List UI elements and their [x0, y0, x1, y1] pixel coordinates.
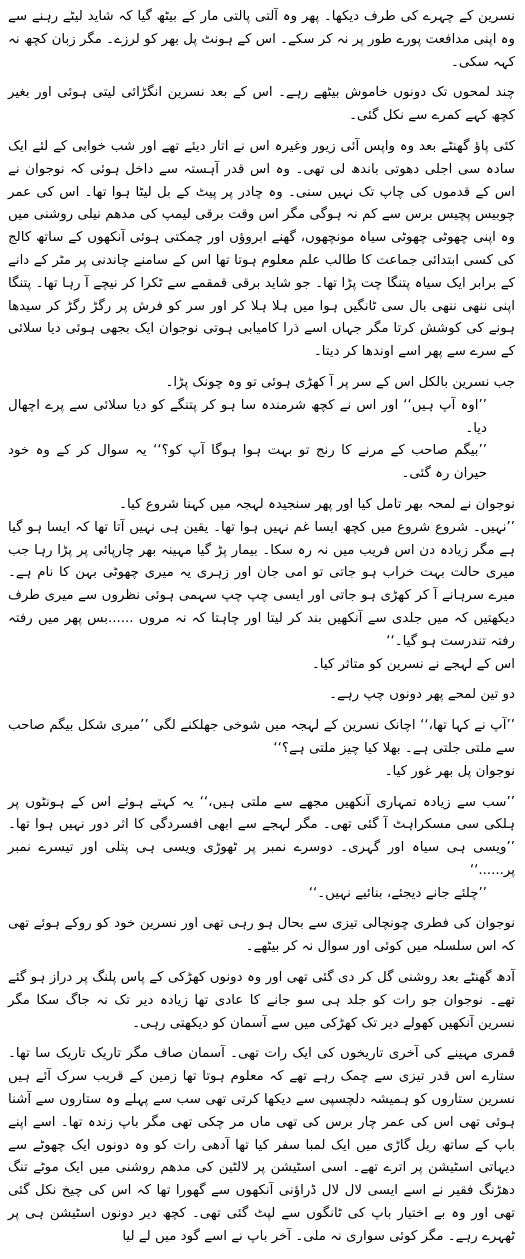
paragraph: اس کے لہجے نے نسرین کو متاثر کیا۔	[311, 656, 515, 672]
paragraph: دو تین لمحے پھر دونوں چپ رہے۔	[329, 687, 515, 703]
paragraph: ’’چلئے جانے دیجئے، بنائیے نہیں۔‘‘	[308, 885, 487, 901]
paragraph: نوجوان نے لمحہ بھر تامل کیا اور پھر سنجیدہ لہجہ میں کہنا شروع کیا۔	[119, 496, 515, 512]
paragraph: نسرین کے چہرے کی طرف دیکھا۔ پھر وہ آلتی پالتی مار کے بیٹھ گیا کہ شاید لیٹے رہنے سے وہ اپنی مدافعت پورے طور پر نہ کر سکے۔ اس کے ہونٹ پل بھر کو لرزے۔ مگر زبان کچھ نہ کہہ سکی۔	[8, 9, 515, 70]
paragraph: جب نسرین بالکل اس کے سر پر آ کھڑی ہوئی تو وہ چونک پڑا۔	[165, 374, 515, 390]
paragraph: چند لمحوں تک دونوں خاموش بیٹھے رہے۔ اس کے بعد نسرین انگڑائی لیتی ہوئی اور بغیر کچھ کہے کمرے سے نکل گئی۔	[8, 85, 515, 124]
paragraph: ’’آپ نے کہا تھا،‘‘ اچانک نسرین کے لہجہ میں شوخی جھلکنے لگی ’’میری شکل بیگم صاحب سے ملتی جلتی ہے۔ بھلا کیا چیز ملتی ہے؟‘‘	[8, 718, 515, 756]
paragraph: کئی پاؤ گھنٹے بعد وہ واپس آئی زیور وغیرہ اس نے اتار دیئے تھے اور شب خوابی کے لئے ایک سادہ سی اجلی دھوتی باندھ لی تھی۔ وہ اس قدر آہستہ سے داخل ہوئی کہ نوجوان نے اس کے قدموں کی چاپ تک نہیں سنی۔ وہ چادر پر پیٹ کے بل لیٹا ہوا تھا۔ اس کی عمر چوبیس پچیس برس سے کم نہ ہوگی مگر اس وقت برقی لیمپ کی مدھم نیلی روشنی میں وہ اپنی چھوٹی چھوٹی سیاہ مونچھوں، گھنے ابروؤں اور چمکتی ہوئی آنکھوں کے ساتھ کالج کی کسی ابتدائی جماعت کا طالب علم معلوم ہوتا تھا اس کے سامنے چاندنی پر مٹر کے دانے کے برابر ایک سیاہ پتنگا چت پڑا تھا۔ جو شاید برقی قمقمے سے ٹکرا کر نیچے آ رہا تھا۔ پتنگا اپنی ننھی ننھی بال سی ٹانگیں ہوا میں ہلا ہلا کر اور سر کو فرش پر رگڑ رگڑ کر سیدھا ہونے کی کوشش کرتا مگر جہاں اسے ذرا کامیابی ہوتی نوجوان ایک بجھی ہوئی دیا سلائی کے سرے سے پھر اسے اوندھا کر دیتا۔	[8, 138, 515, 360]
paragraph: ’’سب سے زیادہ تمہاری آنکھیں مجھے سے ملتی ہیں،‘‘ یہ کہتے ہوئے اس کے ہونٹوں پر ہلکی سی مسکراہٹ آ گئی تھی۔ مگر لہجے سے ابھی افسردگی کا اثر دور نہیں ہوا تھا۔ ’’ویسی ہی سیاہ اور گہری۔ دوسرے نمبر پر ٹھوڑی ویسی ہی پتلی اور تیسرے نمبر پر......‘‘	[8, 794, 515, 878]
paragraph: ’’نہیں۔ شروع شروع میں کچھ ایسا غم نہیں ہوا تھا۔ یقین ہی نہیں آتا تھا کہ ایسا ہو گیا ہے مگر زیادہ دن اس فریب میں نہ رہ سکا۔ بیمار پڑ گیا مہینہ بھر چارپائی پر پڑا رہا جب میری حالت بہت خراب ہو جاتی تو امی جان اور زہری یہ میری چھوٹی بہن کا نام ہے۔ میرے سرہانے آ کر کھڑی ہو جاتی اور ایسی چپ چپ سہمی ہوئی نظروں سے میری طرف دیکھتیں کہ میں جلدی سے آنکھیں بند کر لیتا اور چاہتا کہ نہ مروں ......بس پھر میں رفتہ رفتہ تندرست ہو گیا۔‘‘	[8, 519, 515, 649]
paragraph: آدھ گھنٹے بعد روشنی گل کر دی گئی تھی اور وہ دونوں کھڑکی کے پاس پلنگ پر دراز ہو گئے تھے۔ نوجوان جو رات کو جلد ہی سو جانے کا عادی تھا زیادہ دیر تک نہ جاگ سکا مگر نسرین آنکھیں کھولے دیر تک کھڑکی میں سے آسمان کو دیکھتی رہی۔	[8, 970, 515, 1031]
paragraph: نوجوان پل بھر غور کیا۔	[384, 763, 515, 779]
paragraph: ’’بیگم صاحب کے مرنے کا رنج تو بہت ہوا ہوگا آپ کو؟‘‘ یہ سوال کر کے وہ خود حیران رہ گئی۔	[8, 443, 487, 482]
paragraph: قمری مہینے کی آخری تاریخوں کی ایک رات تھی۔ آسمان صاف مگر تاریک تاریک سا تھا۔ ستارے اس قدر تیزی سے چمک رہے تھے کہ معلوم ہوتا تھا زمین کے قریب سرک آئے ہیں نسرین ستاروں کو ہمیشہ دلچسپی سے دیکھا کرتی تھی سب سے پہلے وہ ستاروں سے آشنا ہوئی تھی اس کی عمر چار برس کی تھی ماں مر چکی تھی مگر باپ زندہ تھا۔ اسے اپنے باپ کے ساتھ ریل گاڑی میں ایک لمبا سفر کیا تھا آدھی رات کو وہ دونوں ایک چھوٹے سے دیہاتی اسٹیشن پر اترے تھے۔ اسی اسٹیشن پر لالٹین کی مدھم روشنی میں ایک موٹے تنگ دھڑنگ فقیر نے اسے ایسی لال لال ڈراؤنی آنکھوں سے گھورا تھا کہ اس کی چیخ نکل گئی تھی اور وہ بے اختیار باپ کی ٹانگوں سے لپٹ گئی تھی۔ کچھ دیر دونوں اسٹیشن ہی پر ٹھہرے رہے۔ مگر کوئی سواری نہ ملی۔ آخر باپ نے اسے گود میں لے لیا	[8, 1046, 515, 1244]
paragraph: ’’اوہ آپ ہیں‘‘ اور اس نے کچھ شرمندہ سا ہو کر پتنگے کو دیا سلائی سے پرے اچھال دیا۔	[8, 397, 487, 436]
paragraph: نوجوان کی فطری چونچالی تیزی سے بحال ہو رہی تھی اور نسرین خود کو روکے ہوئے تھی کہ اس سلسلہ میں کوئی اور سوال نہ کر بیٹھے۔	[8, 916, 515, 955]
